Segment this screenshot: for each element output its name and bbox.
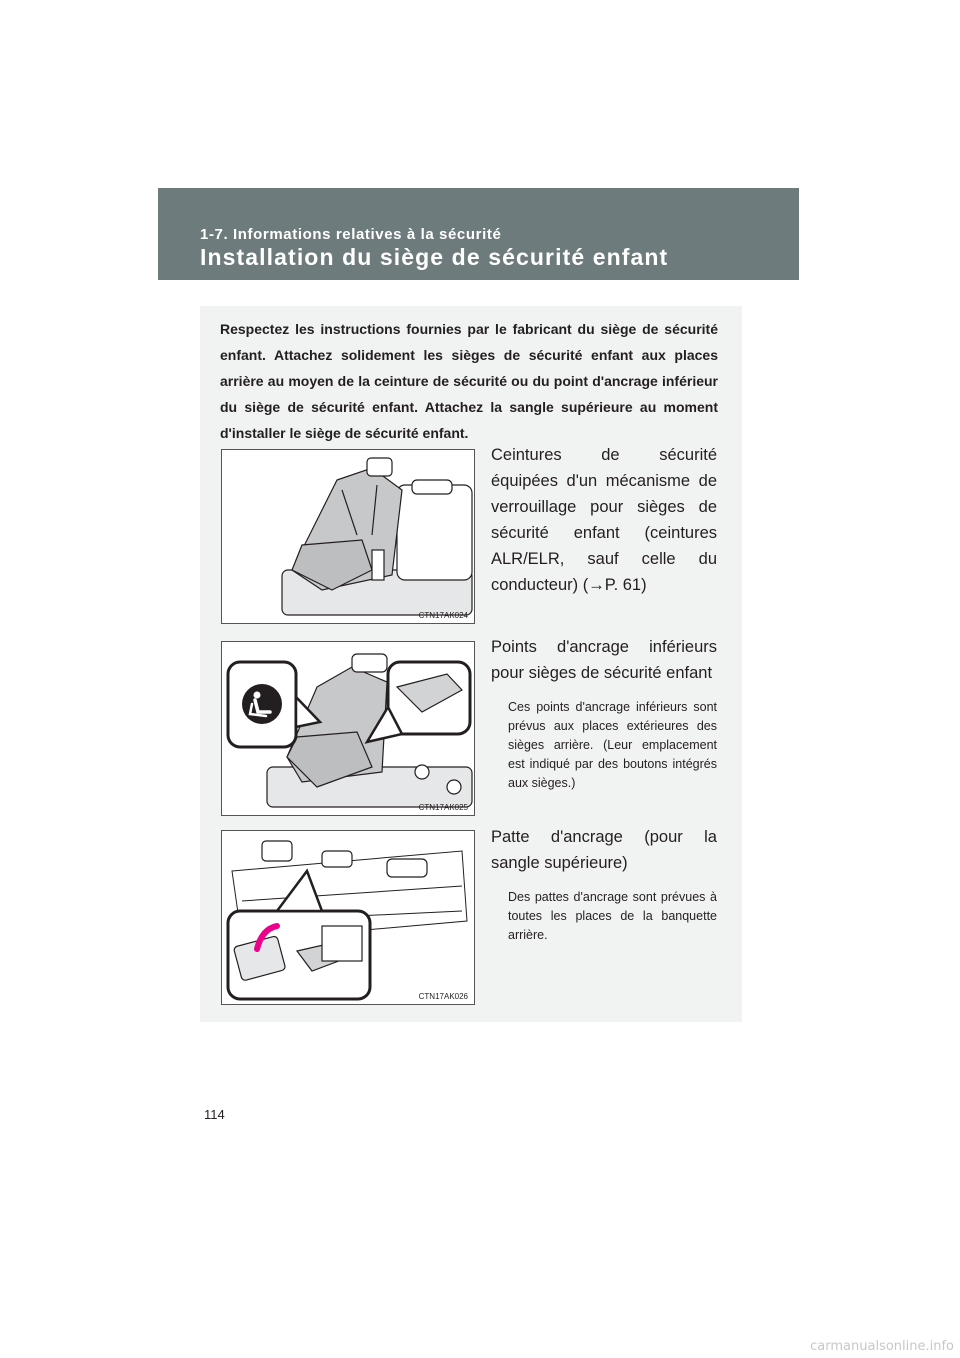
item-description: Ces points d'ancrage inférieurs sont prévus aux places extérieures des sièges arrière. (Leur emplacement est indiqué par des boutons intégrés aux sièges.) — [508, 700, 717, 790]
item-heading: Points d'ancrage inférieurs pour sièges de sécurité enfant — [491, 638, 717, 682]
page-title: Installation du siège de sécurité enfant — [200, 244, 669, 270]
section-label: 1-7. Informations relatives à la sécurité — [200, 226, 502, 243]
page-number: 114 — [204, 1107, 225, 1122]
item-belt-lock — [491, 442, 717, 598]
figure-code: CTN17AK024 — [418, 611, 468, 620]
watermark: carmanualsonline.info — [810, 1339, 954, 1354]
tether-anchor-illustration — [222, 831, 475, 1005]
figure-child-seat-belt — [221, 449, 475, 624]
figure-lower-anchors — [221, 641, 475, 816]
child-seat-belt-illustration — [222, 450, 475, 624]
figure-code: CTN17AK025 — [418, 803, 468, 812]
figure-tether-anchor — [221, 830, 475, 1005]
section-header — [158, 188, 799, 280]
item-heading: Ceintures de sécurité équipées d'un mécanisme de verrouillage pour sièges de sécurité enfant (ceintures ALR/ELR, sauf celle du conducteur) (→P. 61) — [491, 446, 717, 594]
item-heading: Patte d'ancrage (pour la sangle supérieure) — [491, 828, 717, 872]
anchor-button-icon — [222, 642, 475, 816]
item-description: Des pattes d'ancrage sont prévues à toutes les places de la banquette arrière. — [508, 890, 717, 942]
figure-code: CTN17AK026 — [418, 992, 468, 1001]
item-tether-anchor — [491, 824, 717, 945]
intro-paragraph: Respectez les instructions fournies par le fabricant du siège de sécurité enfant. Attachez solidement les sièges de sécurité enfant aux places arrière au moyen de la ceinture de sécurité ou du point d'ancrage inférieur du siège de sécurité enfant. Attachez la sangle supérieure au moment d'installer le siège de sécurité enfant. — [220, 321, 718, 441]
item-lower-anchors — [491, 634, 717, 793]
